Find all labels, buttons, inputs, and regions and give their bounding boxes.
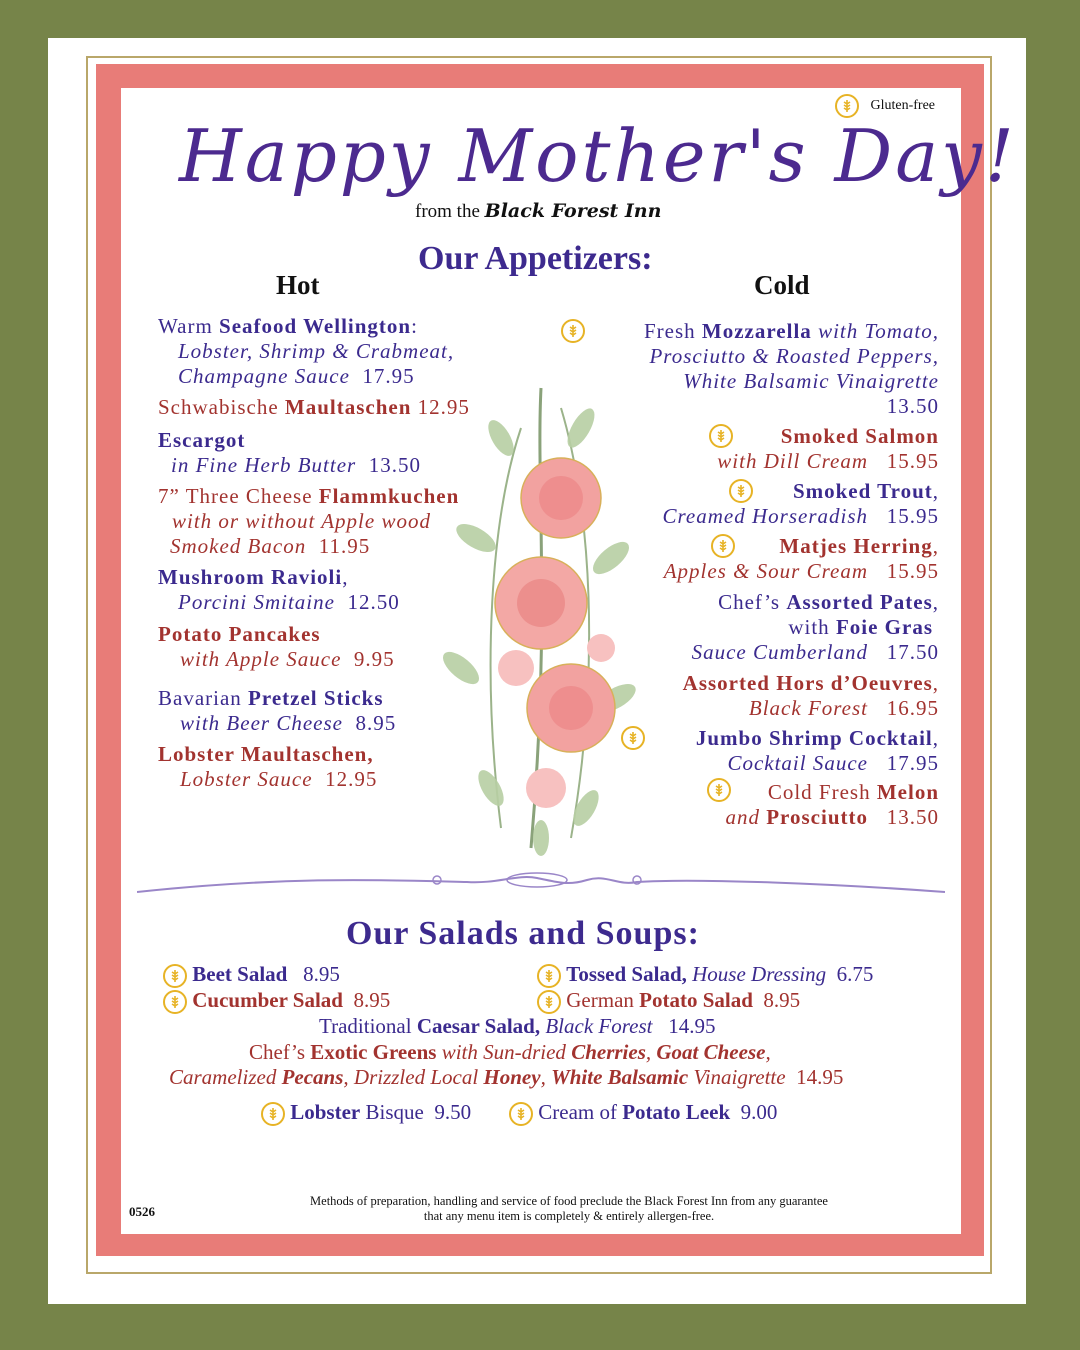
hot-heading: Hot <box>276 270 320 300</box>
menu-content <box>121 88 1017 1234</box>
salad-exotic-greens-line2: Caramelized Pecans, Drizzled Local Honey, White Balsamic Vinaigrette 14.95 <box>169 1065 844 1089</box>
soup-potato-leek: Cream of Potato Leek 9.00 <box>509 1100 777 1126</box>
cold-item-melon-desc: and Prosciutto 13.50 <box>725 805 939 829</box>
hot-item-lobster-maultaschen-desc: Lobster Sauce 12.95 <box>180 767 378 791</box>
hot-item-pretzel-sticks-desc: with Beer Cheese 8.95 <box>180 711 397 735</box>
hot-item-maultaschen: Schwabische Maultaschen 12.95 <box>158 395 470 419</box>
hot-item-mushroom-ravioli-desc: Porcini Smitaine 12.50 <box>178 590 400 614</box>
cold-item-mozzarella-desc2: White Balsamic Vinaigrette <box>683 369 939 393</box>
menu-code: 0526 <box>129 1204 155 1219</box>
cold-item-mozzarella-price: 13.50 <box>886 394 939 418</box>
hot-item-mushroom-ravioli: Mushroom Ravioli, <box>158 565 349 589</box>
cold-item-mozzarella: Fresh Mozzarella with Tomato, <box>643 319 939 343</box>
gluten-free-icon <box>163 990 187 1014</box>
cold-item-hors-doeuvres: Assorted Hors d’Oeuvres, <box>682 671 939 695</box>
gluten-free-icon <box>537 990 561 1014</box>
soup-lobster-bisque: Lobster Bisque 9.50 <box>261 1100 471 1126</box>
cold-item-smoked-salmon: Smoked Salmon <box>780 424 939 448</box>
salad-tossed: Tossed Salad, House Dressing 6.75 <box>537 962 873 988</box>
gluten-free-icon <box>509 1102 533 1126</box>
hot-item-flammkuchen-desc: with or without Apple wood <box>172 509 431 533</box>
cold-item-shrimp-cocktail-desc: Cocktail Sauce 17.95 <box>727 751 939 775</box>
hot-item-seafood-wellington-desc: Lobster, Shrimp & Crabmeat, <box>178 339 455 363</box>
cold-item-smoked-salmon-desc: with Dill Cream 15.95 <box>717 449 939 473</box>
page-title: Happy Mother's Day! <box>179 114 1017 198</box>
allergen-disclaimer: Methods of preparation, handling and service of food preclude the Black Forest Inn from any guarantee that any menu item is completely & entirely allergen-free. <box>310 1194 828 1223</box>
cold-item-assorted-pates: Chef’s Assorted Pates, <box>718 590 939 614</box>
cold-item-matjes-herring: Matjes Herring, <box>779 534 939 558</box>
hot-item-seafood-wellington: Warm Seafood Wellington: <box>158 314 418 338</box>
hot-item-lobster-maultaschen: Lobster Maultaschen, <box>158 742 374 766</box>
cold-item-smoked-trout-desc: Creamed Horseradish 15.95 <box>662 504 939 528</box>
gluten-free-icon <box>711 534 735 558</box>
gluten-free-icon <box>621 726 645 750</box>
hot-item-seafood-wellington-line3: Champagne Sauce 17.95 <box>178 364 415 388</box>
appetizers-heading: Our Appetizers: <box>418 240 653 277</box>
gluten-free-icon <box>261 1102 285 1126</box>
cold-item-smoked-trout: Smoked Trout, <box>792 479 939 503</box>
hot-item-escargot: Escargot <box>158 428 246 452</box>
cold-item-assorted-pates-desc2: Sauce Cumberland 17.50 <box>691 640 939 664</box>
cold-item-matjes-herring-desc: Apples & Sour Cream 15.95 <box>663 559 939 583</box>
cold-item-shrimp-cocktail: Jumbo Shrimp Cocktail, <box>695 726 939 750</box>
salad-exotic-greens: Chef’s Exotic Greens with Sun-dried Cherries, Goat Cheese, <box>249 1040 771 1064</box>
salad-beet: Beet Salad 8.95 <box>163 962 340 988</box>
salad-german-potato: German Potato Salad 8.95 <box>537 988 800 1014</box>
cold-item-hors-doeuvres-desc: Black Forest 16.95 <box>748 696 939 720</box>
hot-item-potato-pancakes: Potato Pancakes <box>158 622 321 646</box>
gluten-free-icon <box>707 778 731 802</box>
hot-item-escargot-desc: in Fine Herb Butter 13.50 <box>171 453 421 477</box>
gluten-free-icon <box>537 964 561 988</box>
gluten-free-legend: Gluten-free <box>835 94 935 118</box>
gluten-free-icon <box>709 424 733 448</box>
cold-item-mozzarella-desc: Prosciutto & Roasted Peppers, <box>649 344 939 368</box>
salad-caesar: Traditional Caesar Salad, Black Forest 14.95 <box>319 1014 716 1038</box>
gluten-free-icon <box>729 479 753 503</box>
hot-item-pretzel-sticks: Bavarian Pretzel Sticks <box>158 686 384 710</box>
hot-item-flammkuchen: 7” Three Cheese Flammkuchen <box>158 484 460 508</box>
hot-item-potato-pancakes-desc: with Apple Sauce 9.95 <box>180 647 395 671</box>
salads-heading: Our Salads and Soups: <box>346 915 700 952</box>
cold-heading: Cold <box>754 270 810 300</box>
cold-item-assorted-pates-desc: with Foie Gras <box>788 615 933 639</box>
hot-item-flammkuchen-line3: Smoked Bacon 11.95 <box>170 534 371 558</box>
salad-cucumber: Cucumber Salad 8.95 <box>163 988 390 1014</box>
gluten-free-icon <box>163 964 187 988</box>
flourish-divider <box>137 866 945 896</box>
subtitle: from the Black Forest Inn <box>415 200 662 222</box>
cold-item-melon: Cold Fresh Melon <box>767 780 939 804</box>
gluten-free-icon <box>561 319 585 343</box>
rose-bouquet-illustration <box>421 368 651 868</box>
